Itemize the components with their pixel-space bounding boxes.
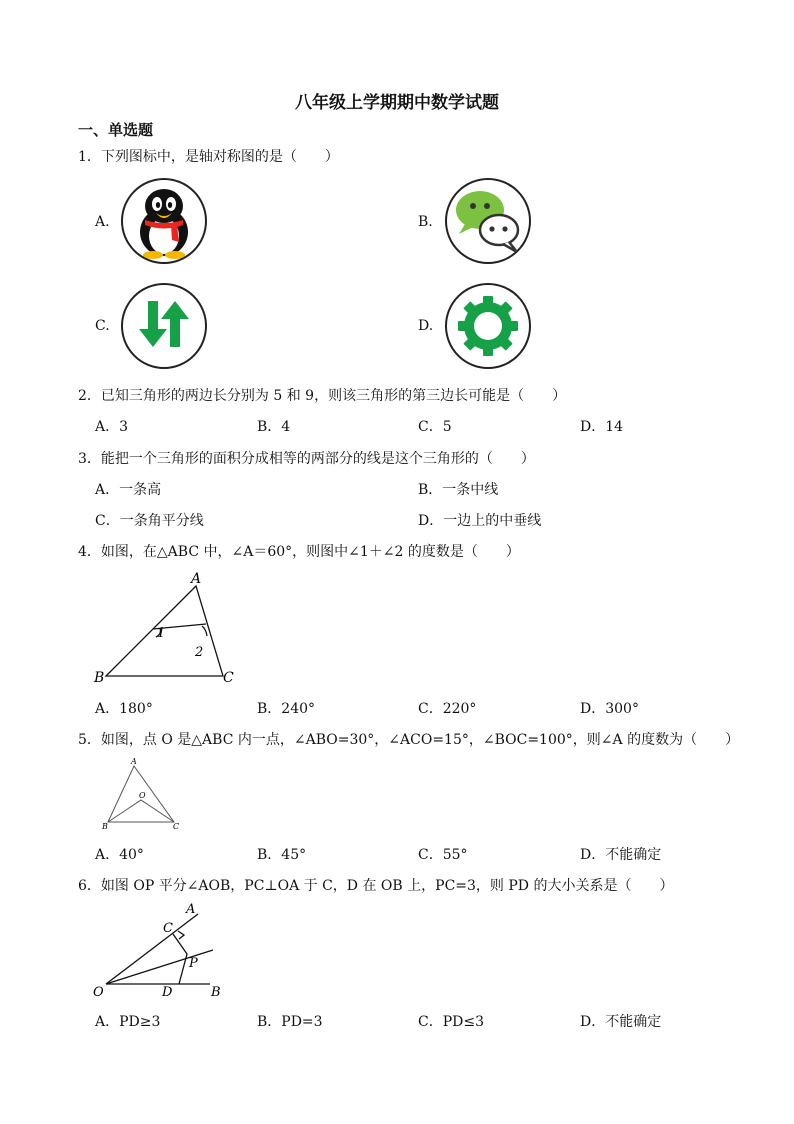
question-5-stem: 5．如图，点 O 是△ABC 内一点，∠ABO=30°，∠ACO=15°，∠BOC=100°，则∠A 的度数为（ ） (78, 732, 740, 748)
question-3-stem: 3．能把一个三角形的面积分成相等的两部分的线是这个三角形的（ ） (78, 451, 535, 467)
q1-option-a-image[interactable] (121, 178, 207, 264)
q4-option-c[interactable]: C．220° (418, 701, 477, 717)
q5-option-d[interactable]: D．不能确定 (580, 847, 662, 863)
q4-label-c: C (223, 670, 234, 686)
question-2-stem: 2．已知三角形的两边长分别为 5 和 9，则该三角形的第三边长可能是（ ） (78, 388, 567, 404)
q4-option-d[interactable]: D．300° (580, 701, 639, 717)
up-down-arrows-icon (123, 285, 205, 367)
q4-option-a[interactable]: A．180° (95, 701, 153, 717)
q2-option-c[interactable]: C．5 (418, 419, 452, 435)
q5-label-c: C (173, 822, 180, 831)
section-heading: 一、单选题 (78, 121, 154, 139)
question-4-stem: 4．如图，在△ABC 中，∠A＝60°，则图中∠1＋∠2 的度数是（ ） (78, 544, 520, 560)
q5-label-b: B (102, 822, 108, 831)
q1-option-c-label: C. (95, 318, 110, 334)
q5-label-a: A (131, 757, 137, 766)
q1-option-c-image[interactable] (121, 283, 207, 369)
q6-label-o: O (93, 985, 104, 1000)
q5-label-o: O (139, 791, 146, 800)
q5-triangle-figure (96, 756, 192, 832)
q3-option-d[interactable]: D．一边上的中垂线 (418, 513, 542, 529)
q6-label-b: B (211, 985, 221, 1000)
q1-option-d-label: D. (418, 318, 434, 334)
gear-icon (447, 285, 529, 367)
q4-label-angle-1: 1 (157, 626, 166, 641)
q5-option-a[interactable]: A．40° (95, 847, 144, 863)
q4-label-a: A (191, 571, 202, 587)
q3-option-b[interactable]: B．一条中线 (418, 482, 499, 498)
penguin-icon (123, 180, 205, 262)
q6-label-c: C (163, 921, 173, 936)
q6-angle-bisector-figure (88, 900, 238, 1004)
question-1-stem: 1．下列图标中，是轴对称图的是（ ） (78, 149, 339, 165)
q4-triangle-figure (90, 566, 250, 690)
page-title: 八年级上学期期中数学试题 (295, 93, 499, 113)
q3-option-a[interactable]: A．一条高 (95, 482, 162, 498)
q6-label-p: P (189, 956, 198, 971)
q4-label-angle-2: 2 (195, 645, 204, 660)
q6-option-b[interactable]: B．PD=3 (257, 1014, 323, 1030)
q2-option-a[interactable]: A．3 (95, 419, 129, 435)
q5-option-c[interactable]: C．55° (418, 847, 468, 863)
q6-option-a[interactable]: A．PD≥3 (95, 1014, 161, 1030)
q1-option-d-image[interactable] (445, 283, 531, 369)
q2-option-b[interactable]: B．4 (257, 419, 291, 435)
chat-bubbles-icon (447, 180, 529, 262)
q6-option-d[interactable]: D．不能确定 (580, 1014, 662, 1030)
question-6-stem: 6．如图 OP 平分∠AOB，PC⊥OA 于 C，D 在 OB 上，PC=3，则 PD 的大小关系是（ ） (78, 878, 674, 894)
q6-label-a: A (186, 902, 196, 917)
q3-option-c[interactable]: C．一条角平分线 (95, 513, 204, 529)
q1-option-a-label: A. (95, 214, 110, 230)
q4-label-b: B (94, 670, 105, 686)
q2-option-d[interactable]: D．14 (580, 419, 624, 435)
q4-option-b[interactable]: B．240° (257, 701, 316, 717)
q6-option-c[interactable]: C．PD≤3 (418, 1014, 484, 1030)
q1-option-b-label: B. (418, 214, 433, 230)
q1-option-b-image[interactable] (445, 178, 531, 264)
q6-label-d: D (162, 985, 173, 1000)
q5-option-b[interactable]: B．45° (257, 847, 307, 863)
